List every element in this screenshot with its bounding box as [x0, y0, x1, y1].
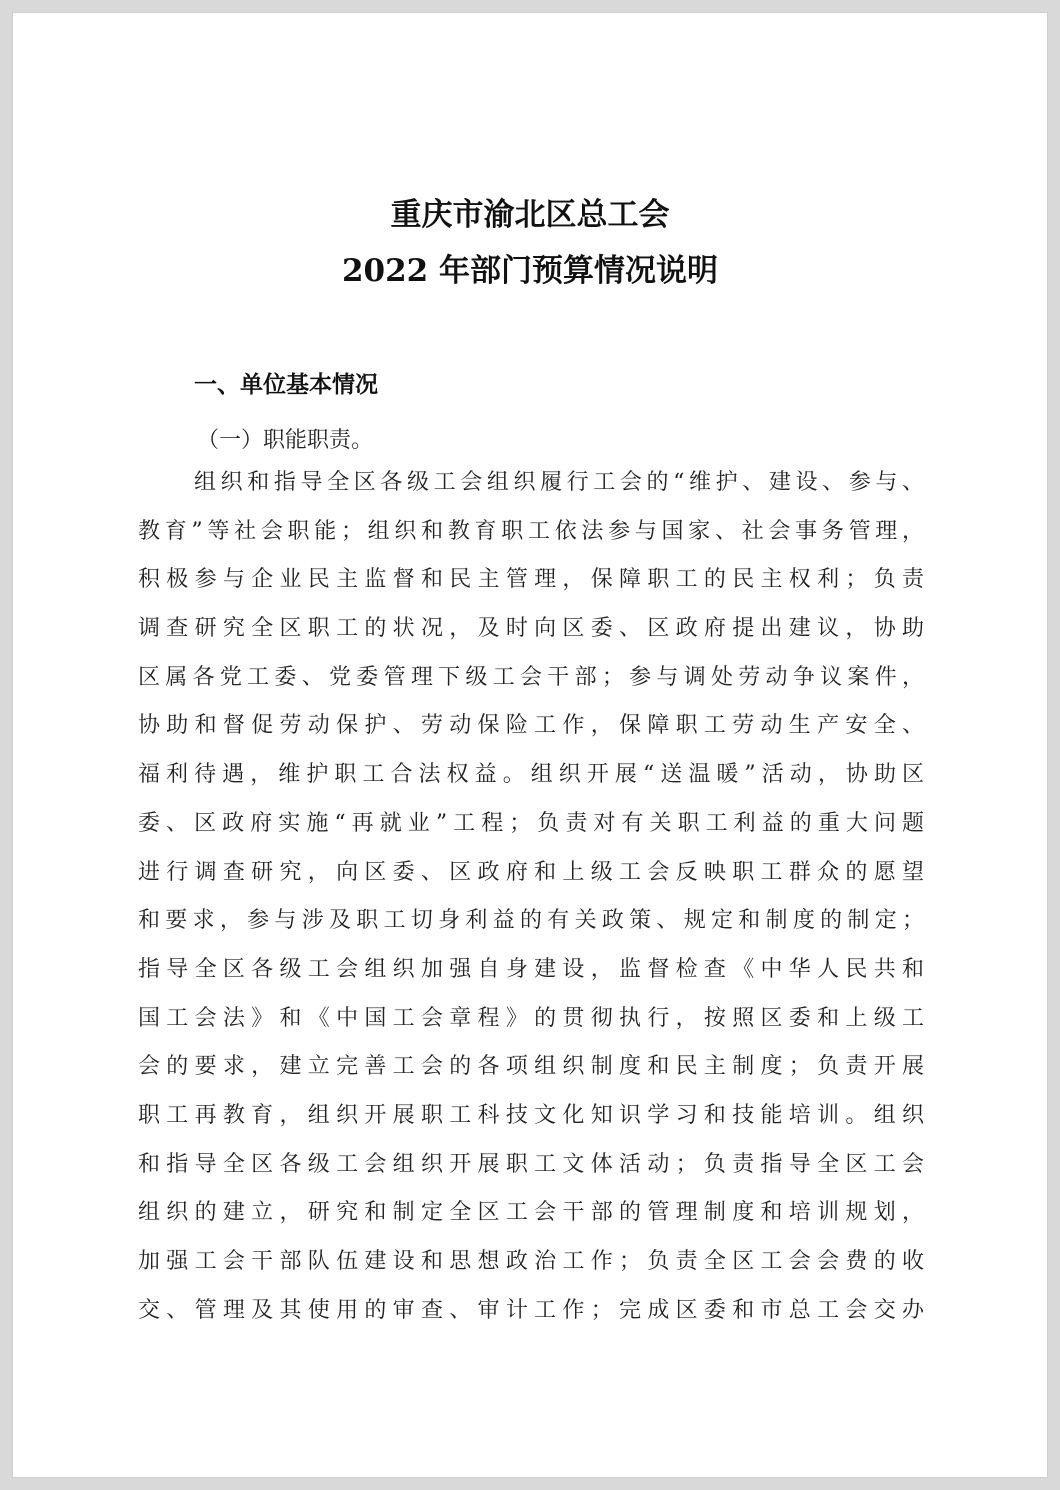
body-text — [138, 459, 924, 1335]
section-heading: 一、单位基本情况 — [194, 372, 378, 398]
body-line: 职工再教育，组织开展职工科技文化知识学习和技能培训。组织 — [138, 1102, 924, 1128]
body-line: 和要求，参与涉及职工切身利益的有关政策、规定和制度的制定； — [138, 908, 924, 934]
body-line: 调查研究全区职工的状况，及时向区委、区政府提出建议，协助 — [138, 616, 924, 642]
body-line: 国工会法》和《中国工会章程》的贯彻执行，按照区委和上级工 — [138, 1005, 924, 1031]
body-line: 委、区政府实施“再就业”工程；负责对有关职工利益的重大问题 — [138, 810, 924, 836]
subsection-heading: （一）职能职责。 — [197, 428, 374, 453]
document-page — [12, 12, 1048, 1478]
body-line: 教育”等社会职能；组织和教育职工依法参与国家、社会事务管理， — [138, 518, 924, 544]
body-line: 指导全区各级工会组织加强自身建设，监督检查《中华人民共和 — [138, 956, 924, 982]
body-line: 积极参与企业民主监督和民主管理，保障职工的民主权利；负责 — [138, 567, 924, 593]
body-line: 组织的建立，研究和制定全区工会干部的管理制度和培训规划， — [138, 1200, 924, 1226]
document-title-line1: 重庆市渝北区总工会 — [390, 197, 670, 233]
body-line: 组织和指导全区各级工会组织履行工会的“维护、建设、参与、 — [194, 470, 924, 495]
body-line: 福利待遇，维护职工合法权益。组织开展“送温暖”活动，协助区 — [138, 762, 924, 788]
body-line: 和指导全区各级工会组织开展职工文体活动；负责指导全区工会 — [138, 1151, 924, 1177]
body-line: 协助和督促劳动保护、劳动保险工作，保障职工劳动生产安全、 — [138, 713, 924, 739]
body-line: 区属各党工委、党委管理下级工会干部；参与调处劳动争议案件， — [138, 664, 924, 690]
body-line: 加强工会干部队伍建设和思想政治工作；负责全区工会会费的收 — [138, 1249, 924, 1274]
body-line: 进行调查研究，向区委、区政府和上级工会反映职工群众的愿望 — [138, 859, 924, 885]
body-line: 交、管理及其使用的审查、审计工作；完成区委和市总工会交办 — [138, 1297, 924, 1323]
body-line: 会的要求，建立完善工会的各项组织制度和民主制度；负责开展 — [138, 1054, 924, 1080]
document-title-line2: 2022 年部门预算情况说明 — [341, 253, 719, 289]
